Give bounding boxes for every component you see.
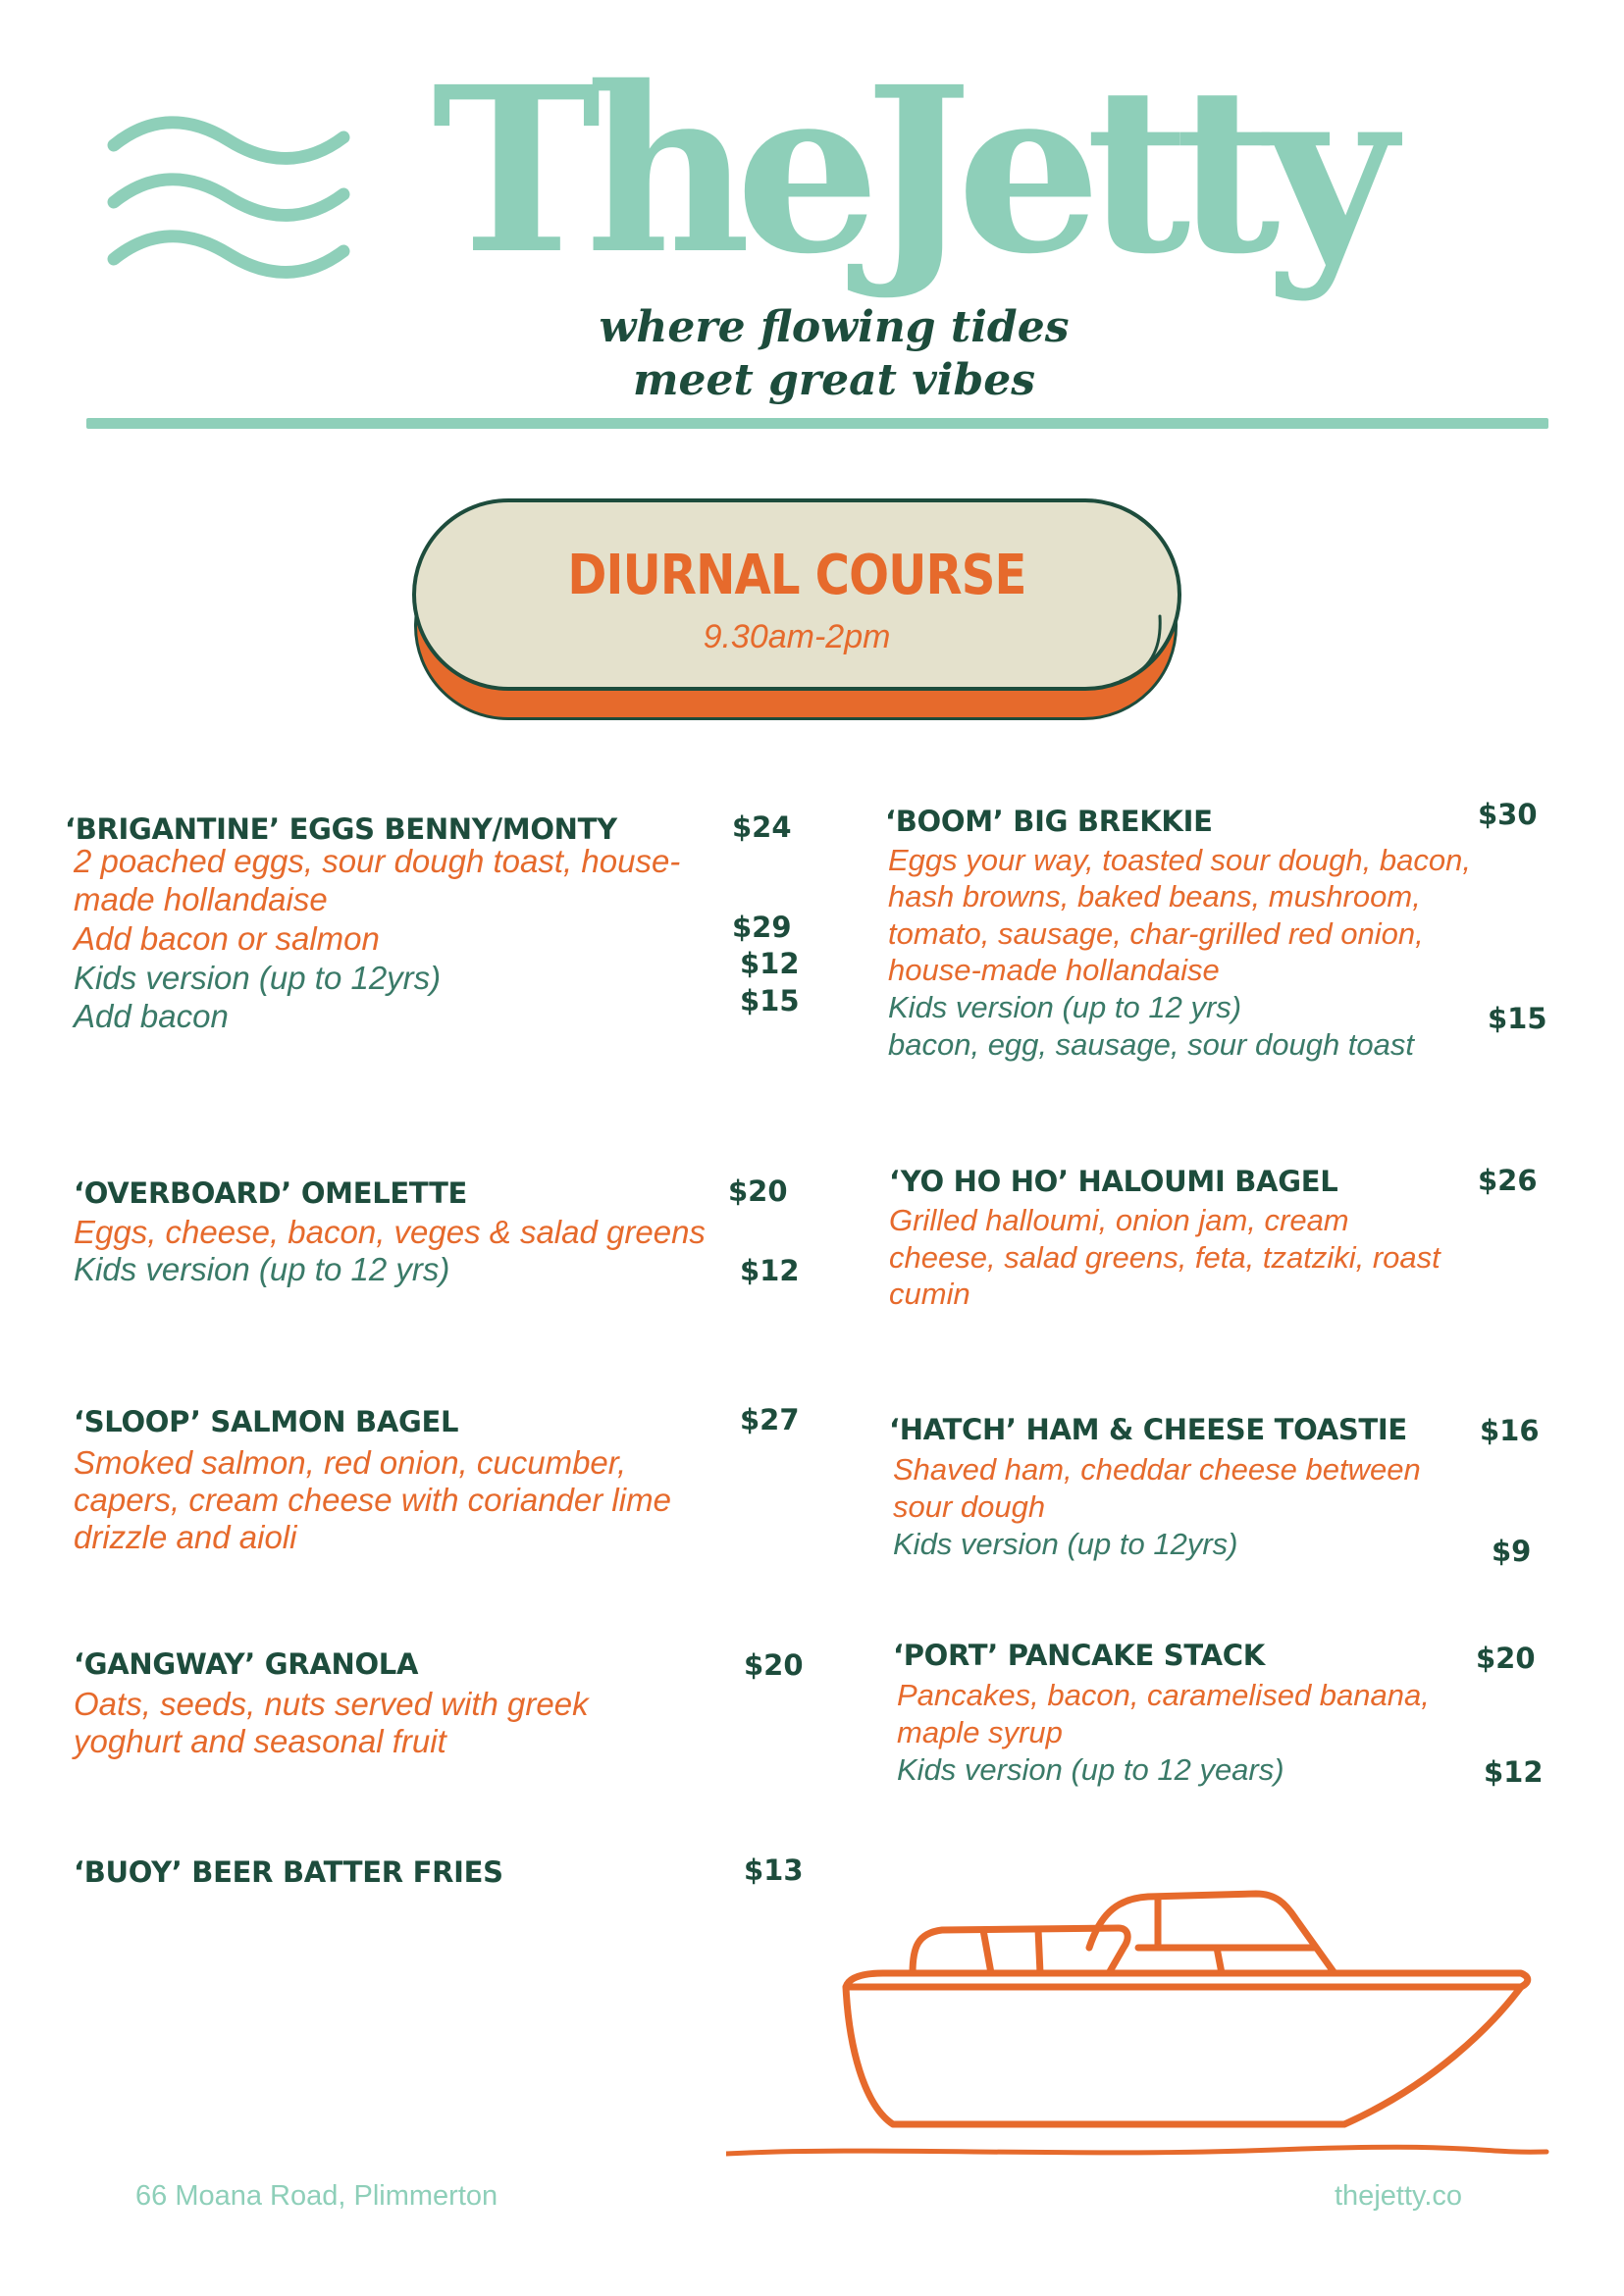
course-title: DIURNAL COURSE bbox=[567, 544, 1026, 607]
footer-address: 66 Moana Road, Plimmerton bbox=[135, 2180, 498, 2212]
kids-version-label: Kids version (up to 12yrs) bbox=[893, 1527, 1238, 1561]
menu-item-desc: cumin bbox=[889, 1277, 970, 1311]
menu-item-desc: Pancakes, bacon, caramelised banana, bbox=[897, 1678, 1430, 1712]
menu-item-price: $20 bbox=[744, 1648, 804, 1682]
menu-item-desc: 2 poached eggs, sour dough toast, house- bbox=[74, 843, 681, 879]
menu-item-price: $13 bbox=[744, 1853, 804, 1887]
footer-website[interactable]: thejetty.co bbox=[1335, 2180, 1463, 2212]
menu-item-price: $30 bbox=[1478, 798, 1538, 831]
menu-item-desc: made hollandaise bbox=[74, 881, 328, 917]
menu-item-name: ‘BUOY’ BEER BATTER FRIES bbox=[74, 1855, 503, 1889]
tagline-line-1: where flowing tides bbox=[599, 302, 1070, 352]
menu-item-name: ‘BRIGANTINE’ EGGS BENNY/MONTY bbox=[65, 812, 617, 846]
menu-item-desc: cheese, salad greens, feta, tzatziki, roast bbox=[889, 1240, 1441, 1275]
menu-item-price: $27 bbox=[740, 1403, 800, 1436]
kids-version-price: $12 bbox=[1484, 1755, 1544, 1789]
menu-item-desc: Oats, seeds, nuts served with greek bbox=[74, 1686, 589, 1722]
course-banner-pill bbox=[412, 498, 1181, 691]
menu-item-desc: maple syrup bbox=[897, 1715, 1063, 1749]
logo-wordmark: TheJetty bbox=[432, 36, 1382, 304]
menu-item-name: ‘OVERBOARD’ OMELETTE bbox=[74, 1176, 468, 1210]
menu-item-desc: hash browns, baked beans, mushroom, bbox=[888, 879, 1421, 913]
menu-item-name: ‘HATCH’ HAM & CHEESE TOASTIE bbox=[889, 1413, 1407, 1446]
kids-addon-price: $15 bbox=[740, 984, 800, 1018]
kids-version-label: Kids version (up to 12 years) bbox=[897, 1752, 1284, 1787]
menu-item-price: $24 bbox=[732, 810, 792, 844]
course-hours: 9.30am-2pm bbox=[703, 618, 891, 655]
menu-item-price: $20 bbox=[1476, 1642, 1536, 1675]
menu-item-price: $26 bbox=[1478, 1164, 1538, 1197]
menu-item-desc: Eggs, cheese, bacon, veges & salad greens bbox=[74, 1214, 706, 1250]
menu-item-desc: house-made hollandaise bbox=[888, 953, 1220, 987]
menu-item-addon-price: $29 bbox=[732, 911, 792, 944]
course-banner bbox=[412, 498, 1181, 720]
kids-addon-label: Add bacon bbox=[74, 998, 229, 1034]
menu-item-name: ‘YO HO HO’ HALOUMI BAGEL bbox=[889, 1165, 1338, 1198]
menu-item-price: $20 bbox=[728, 1174, 788, 1208]
menu-item-addon: Add bacon or salmon bbox=[74, 920, 380, 957]
kids-version-label: Kids version (up to 12 yrs) bbox=[888, 990, 1242, 1024]
header-divider bbox=[86, 418, 1548, 429]
kids-version-price: $15 bbox=[1488, 1002, 1547, 1035]
kids-version-price: $9 bbox=[1492, 1535, 1532, 1568]
waves-icon bbox=[106, 116, 351, 283]
menu-item-name: ‘BOOM’ BIG BREKKIE bbox=[885, 805, 1213, 838]
menu-item-desc: Shaved ham, cheddar cheese between bbox=[893, 1452, 1421, 1487]
menu-item-name: ‘GANGWAY’ GRANOLA bbox=[74, 1647, 419, 1681]
menu-item-desc: tomato, sausage, char-grilled red onion, bbox=[888, 916, 1424, 951]
menu-item-desc: capers, cream cheese with coriander lime bbox=[74, 1482, 671, 1518]
kids-version-price: $12 bbox=[740, 1254, 800, 1287]
menu-item-price: $16 bbox=[1480, 1414, 1540, 1447]
kids-version-label: Kids version (up to 12 yrs) bbox=[74, 1251, 450, 1287]
menu-item-desc: Eggs your way, toasted sour dough, bacon, bbox=[888, 843, 1471, 877]
menu-item-desc: yoghurt and seasonal fruit bbox=[74, 1723, 446, 1759]
kids-version-desc: bacon, egg, sausage, sour dough toast bbox=[888, 1027, 1415, 1062]
menu-item-desc: drizzle and aioli bbox=[74, 1519, 297, 1555]
menu-item-desc: Grilled halloumi, onion jam, cream bbox=[889, 1203, 1349, 1237]
boat-icon bbox=[726, 1879, 1550, 2164]
menu-item-name: ‘PORT’ PANCAKE STACK bbox=[893, 1639, 1265, 1672]
gloss-highlight bbox=[1113, 610, 1172, 689]
kids-version-label: Kids version (up to 12yrs) bbox=[74, 960, 442, 996]
menu-item-name: ‘SLOOP’ SALMON BAGEL bbox=[74, 1405, 459, 1438]
kids-version-price: $12 bbox=[740, 947, 800, 980]
menu-item-desc: Smoked salmon, red onion, cucumber, bbox=[74, 1444, 627, 1481]
tagline-line-2: meet great vibes bbox=[632, 355, 1036, 405]
menu-item-desc: sour dough bbox=[893, 1489, 1046, 1524]
